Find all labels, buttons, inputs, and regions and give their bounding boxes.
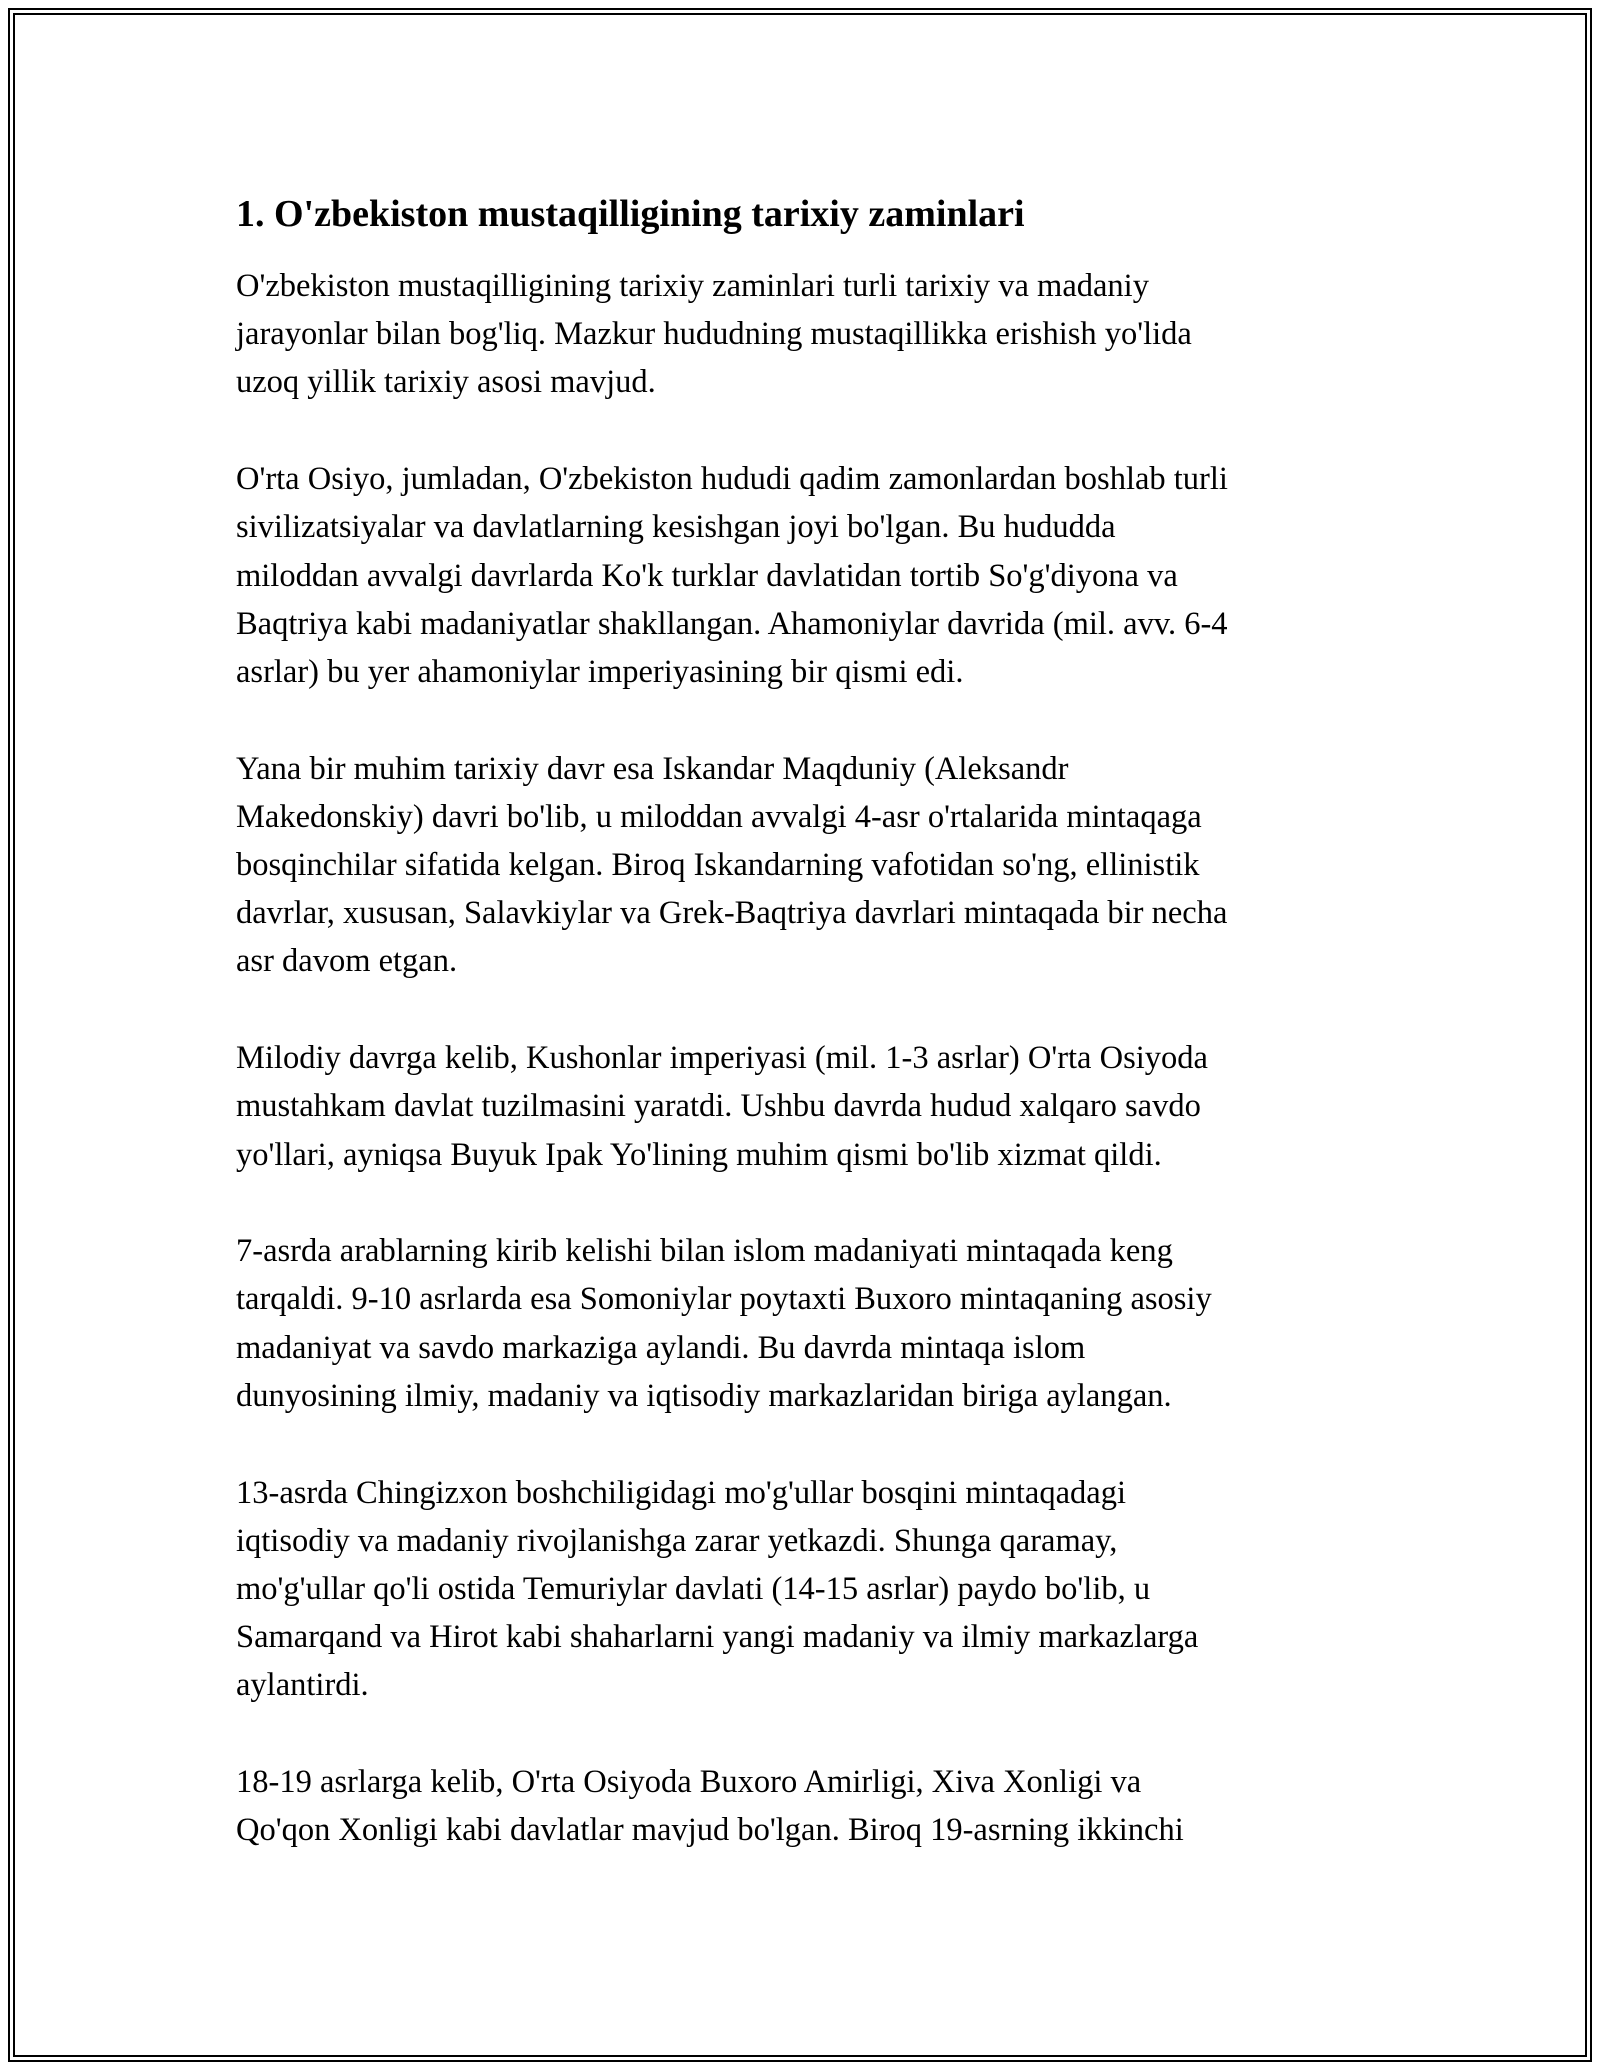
paragraph-6: 13-asrda Chingizxon boshchiligidagi mo'g'ullar bosqini mintaqadagi iqtisodiy va madaniy rivojlanishga zarar yetkazdi. Shunga qaramay, mo'g'ullar qo'li ostida Temuriylar davlati (14-15 asrlar) paydo bo'lib, u Samarqand va Hirot kabi shaharlarni yangi madaniy va ilmiy markazlarga aylantirdi.: [236, 1474, 1199, 1704]
paragraph-4: Milodiy davrga kelib, Kushonlar imperiyasi (mil. 1-3 asrlar) O'rta Osiyoda mustahkam davlat tuzilmasini yaratdi. Ushbu davrda hudud xalqaro savdo yo'llari, ayniqsa Buyuk Ipak Yo'lining muhim qismi bo'lib xizmat qildi.: [236, 1040, 1208, 1173]
paragraph-3: Yana bir muhim tarixiy davr esa Iskandar Maqduniy (Aleksandr Makedonskiy) davri bo'lib, u miloddan avvalgi 4-asr o'rtalarida mintaqaga bosqinchilar sifatida kelgan. Biroq Iskandarning vafotidan so'ng, ellinistik davrlar, xususan, Salavkiylar va Grek-Baqtriya davrlari mintaqada bir necha asr davom etgan.: [236, 750, 1228, 980]
section-heading: 1. O'zbekiston mustaqilligining tarixiy zaminlari: [236, 193, 1025, 235]
paragraph-2: O'rta Osiyo, jumladan, O'zbekiston hududi qadim zamonlardan boshlab turli sivilizatsiyalar va davlatlarning kesishgan joyi bo'lgan. Bu hududda miloddan avvalgi davrlarda Ko'k turklar davlatidan tortib So'g'diyona va Baqtriya kabi madaniyatlar shakllangan. Ahamoniylar davrida (mil. avv. 6-4 asrlar) bu yer ahamoniylar imperiyasining bir qismi edi.: [236, 461, 1228, 690]
document-body: [236, 188, 1376, 1903]
paragraph-5: 7-asrda arablarning kirib kelishi bilan islom madaniyati mintaqada keng tarqaldi. 9-10 asrlarda esa Somoniylar poytaxti Buxoro mintaqaning asosiy madaniyat va savdo markaziga aylandi. Bu davrda mintaqa islom dunyosining ilmiy, madaniy va iqtisodiy markazlaridan biriga aylangan.: [236, 1233, 1212, 1414]
paragraph-7: 18-19 asrlarga kelib, O'rta Osiyoda Buxoro Amirligi, Xiva Xonligi va Qo'qon Xonligi kabi davlatlar mavjud bo'lgan. Biroq 19-asrning ikkinchi: [236, 1764, 1184, 1849]
paragraph-1: O'zbekiston mustaqilligining tarixiy zaminlari turli tarixiy va madaniy jarayonlar bilan bog'liq. Mazkur hududning mustaqillikka erishish yo'lida uzoq yillik tarixiy asosi mavjud.: [236, 268, 1192, 401]
